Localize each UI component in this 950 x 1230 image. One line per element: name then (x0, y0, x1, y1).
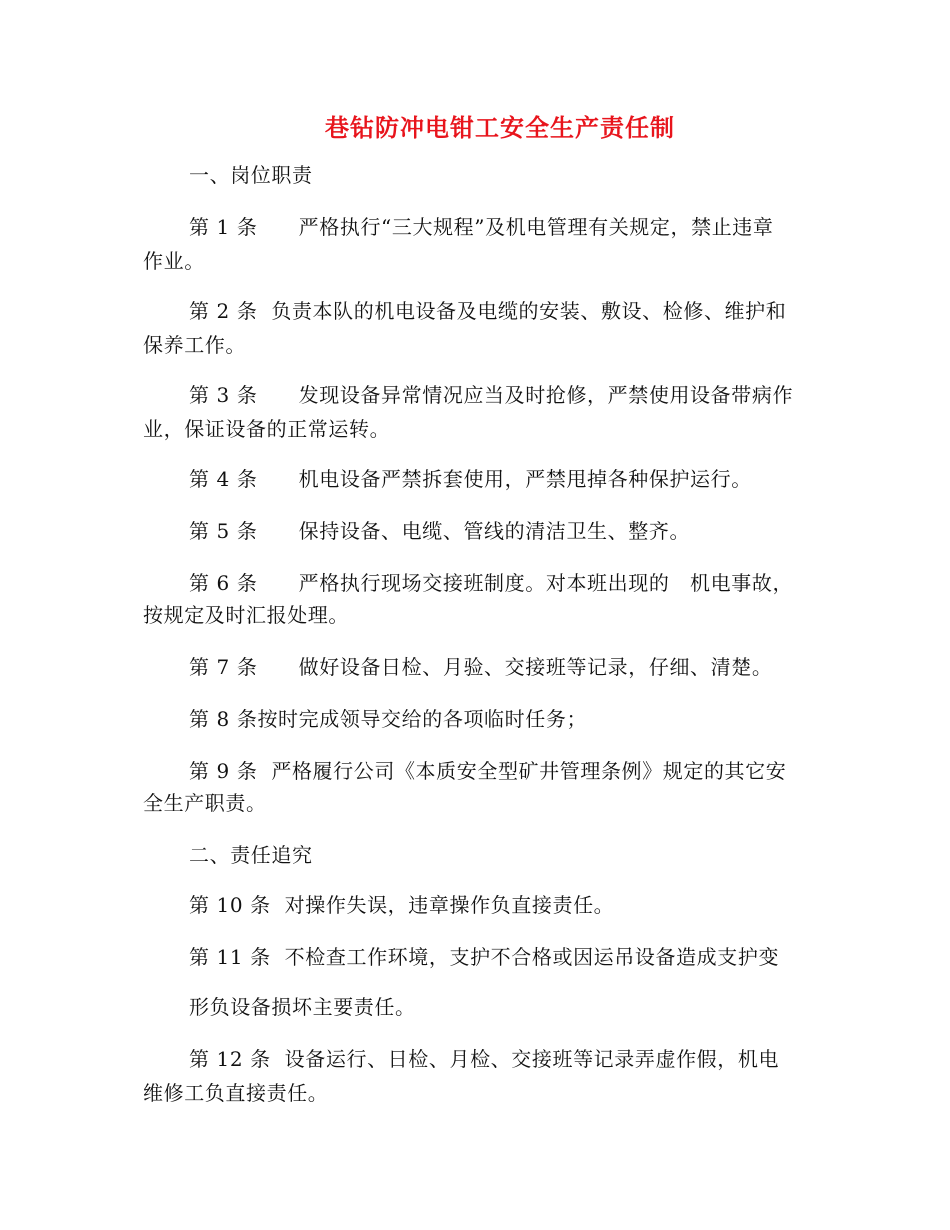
article-2-line-2: 保养工作。 (143, 333, 246, 357)
article-12-line-1: 第 12 条 设备运行、日检、月检、交接班等记录弄虚作假，机电 (189, 1047, 780, 1071)
article-3-line-2: 业，保证设备的正常运转。 (143, 417, 391, 441)
article-3-line-1: 第 3 条 发现设备异常情况应当及时抢修，严禁使用设备带病作 (189, 383, 794, 407)
article-9-line-2: 全生产职责。 (143, 791, 267, 815)
article-10: 第 10 条 对操作失误，违章操作负直接责任。 (189, 893, 615, 917)
article-4: 第 4 条 机电设备严禁拆套使用，严禁甩掉各种保护运行。 (189, 467, 752, 491)
article-11-line-2: 形负设备损坏主要责任。 (189, 995, 416, 1019)
section-heading-accountability: 二、责任追究 (189, 843, 313, 867)
article-1-line-2: 作业。 (143, 249, 205, 273)
article-6-line-1: 第 6 条 严格执行现场交接班制度。对本班出现的 机电事故， (189, 571, 794, 595)
article-9-line-1: 第 9 条 严格履行公司《本质安全型矿井管理条例》规定的其它安 (189, 759, 787, 783)
article-1-line-1: 第 1 条 严格执行“三大规程”及机电管理有关规定，禁止违章 (189, 215, 774, 239)
article-5: 第 5 条 保持设备、电缆、管线的清洁卫生、整齐。 (189, 519, 691, 543)
article-2-line-1: 第 2 条 负责本队的机电设备及电缆的安装、敷设、检修、维护和 (189, 299, 787, 323)
article-8: 第 8 条按时完成领导交给的各项临时任务； (189, 707, 588, 731)
article-6-line-2: 按规定及时汇报处理。 (143, 603, 349, 627)
section-heading-duties: 一、岗位职责 (189, 163, 313, 187)
document-title: 巷钻防冲电钳工安全生产责任制 (325, 113, 675, 142)
article-7: 第 7 条 做好设备日检、月验、交接班等记录，仔细、清楚。 (189, 655, 773, 679)
article-11-line-1: 第 11 条 不检查工作环境，支护不合格或因运吊设备造成支护变 (189, 945, 780, 969)
article-12-line-2: 维修工负直接责任。 (143, 1081, 329, 1105)
